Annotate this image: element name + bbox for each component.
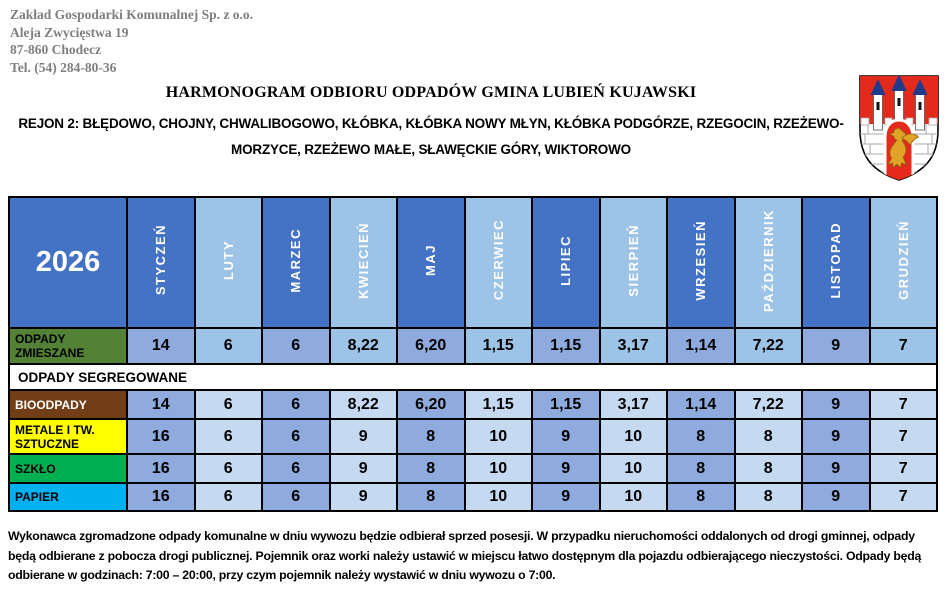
cell-papier-month-10: 8	[735, 483, 803, 511]
cell-papier-month-1: 16	[127, 483, 195, 511]
month-label: KWIECIEŃ	[355, 221, 371, 299]
cell-bioodpady-month-5: 6,20	[397, 390, 465, 419]
cell-bioodpady-month-2: 6	[195, 390, 263, 419]
month-label: STYCZEŃ	[153, 224, 169, 296]
months-header-row	[9, 197, 937, 328]
month-label: LUTY	[220, 240, 236, 280]
cell-szklo-month-1: 16	[127, 454, 195, 483]
cell-szklo-month-12: 7	[870, 454, 938, 483]
cell-bioodpady-month-3: 6	[262, 390, 330, 419]
cell-metale-i-tw-sztuczne-month-9: 8	[667, 419, 735, 454]
cell-metale-i-tw-sztuczne-month-10: 8	[735, 419, 803, 454]
company-name: Zakład Gospodarki Komunalnej Sp. z o.o.	[10, 7, 254, 22]
cell-papier-month-6: 10	[465, 483, 533, 511]
cell-bioodpady-month-8: 3,17	[600, 390, 668, 419]
month-label: PAŹDZIERNIK	[760, 208, 776, 312]
cell-metale-i-tw-sztuczne-month-1: 16	[127, 419, 195, 454]
cell-odpady-zmieszane-month-3: 6	[262, 328, 330, 364]
footer-note: Wykonawca zgromadzone odpady komunalne w dniu wywozu będzie odbierał sprzed posesji. W przypadku nieruchomości oddalonych od drogi gminnej, odpady będą odbierane z pobocza drogi publicznej. Pojemnik oraz worki należy ustawić w miejscu łatwo dostępnym dla pojazdu odbierającego nieczystości. Odpady będą odbierane w godzinach: 7:00 – 20:00, przy czym pojemnik należy wystawić w dniu wywozu o 7:00.	[8, 529, 922, 582]
row-label-papier: PAPIER	[9, 483, 127, 511]
cell-metale-i-tw-sztuczne-month-7: 9	[532, 419, 600, 454]
row-odpady-zmieszane	[9, 328, 937, 364]
month-label: LIPIEC	[558, 234, 574, 286]
cell-odpady-zmieszane-month-11: 9	[802, 328, 870, 364]
cell-metale-i-tw-sztuczne-month-5: 8	[397, 419, 465, 454]
month-header-1	[127, 197, 195, 328]
cell-metale-i-tw-sztuczne-month-6: 10	[465, 419, 533, 454]
month-label: MAJ	[423, 244, 439, 276]
cell-bioodpady-month-9: 1,14	[667, 390, 735, 419]
cell-odpady-zmieszane-month-4: 8,22	[330, 328, 398, 364]
cell-bioodpady-month-1: 14	[127, 390, 195, 419]
cell-bioodpady-month-10: 7,22	[735, 390, 803, 419]
cell-odpady-zmieszane-month-8: 3,17	[600, 328, 668, 364]
cell-papier-month-9: 8	[667, 483, 735, 511]
month-header-12	[870, 197, 938, 328]
cell-bioodpady-month-6: 1,15	[465, 390, 533, 419]
row-label-metale-i-tw-sztuczne: METALE I TW. SZTUCZNE	[9, 419, 127, 454]
month-header-3	[262, 197, 330, 328]
month-label: SIERPIEŃ	[625, 223, 641, 297]
cell-papier-month-4: 9	[330, 483, 398, 511]
schedule-body	[9, 328, 937, 511]
page-title: HARMONOGRAM ODBIORU ODPADÓW GMINA LUBIEŃ KUJAWSKI	[165, 84, 697, 101]
row-szklo	[9, 454, 937, 483]
cell-metale-i-tw-sztuczne-month-12: 7	[870, 419, 938, 454]
row-label-bioodpady: BIOODPADY	[9, 390, 127, 419]
cell-bioodpady-month-4: 8,22	[330, 390, 398, 419]
month-label: LISTOPAD	[828, 221, 844, 299]
cell-bioodpady-month-12: 7	[870, 390, 938, 419]
schedule-table	[8, 196, 938, 512]
cell-odpady-zmieszane-month-2: 6	[195, 328, 263, 364]
cell-szklo-month-9: 8	[667, 454, 735, 483]
row-label-szklo: SZKŁO	[9, 454, 127, 483]
company-city: 87-860 Chodecz	[10, 42, 102, 57]
cell-odpady-zmieszane-month-7: 1,15	[532, 328, 600, 364]
cell-papier-month-11: 9	[802, 483, 870, 511]
cell-metale-i-tw-sztuczne-month-4: 9	[330, 419, 398, 454]
cell-szklo-month-2: 6	[195, 454, 263, 483]
month-header-5	[397, 197, 465, 328]
month-header-10	[735, 197, 803, 328]
month-header-11	[802, 197, 870, 328]
cell-papier-month-12: 7	[870, 483, 938, 511]
cell-papier-month-5: 8	[397, 483, 465, 511]
row-bioodpady	[9, 390, 937, 419]
cell-odpady-zmieszane-month-12: 7	[870, 328, 938, 364]
cell-metale-i-tw-sztuczne-month-2: 6	[195, 419, 263, 454]
company-info	[10, 6, 253, 76]
cell-szklo-month-6: 10	[465, 454, 533, 483]
cell-metale-i-tw-sztuczne-month-8: 10	[600, 419, 668, 454]
month-label: MARZEC	[288, 227, 304, 293]
month-header-7	[532, 197, 600, 328]
month-header-2	[195, 197, 263, 328]
cell-szklo-month-11: 9	[802, 454, 870, 483]
section-label-odpady-segregowane: ODPADY SEGREGOWANE	[9, 364, 937, 390]
region-subtitle: REJON 2: BŁĘDOWO, CHOJNY, CHWALIBOGOWO, KŁÓBKA, KŁÓBKA NOWY MŁYN, KŁÓBKA PODGÓRZE, RZEGOCIN, RZEŻEWO-MORZYCE, RZEŻEWO MAŁE, SŁAWĘCKIE GÓRY, WIKTOROWO	[18, 116, 844, 157]
month-label: WRZESIEŃ	[693, 219, 709, 301]
row-odpady-segregowane	[9, 364, 937, 390]
coat-of-arms	[856, 72, 942, 184]
company-street: Aleja Zwycięstwa 19	[10, 24, 129, 40]
month-header-8	[600, 197, 668, 328]
cell-odpady-zmieszane-month-1: 14	[127, 328, 195, 364]
month-header-6	[465, 197, 533, 328]
cell-odpady-zmieszane-month-6: 1,15	[465, 328, 533, 364]
cell-odpady-zmieszane-month-9: 1,14	[667, 328, 735, 364]
cell-szklo-month-10: 8	[735, 454, 803, 483]
month-label: CZERWIEC	[490, 219, 506, 301]
cell-bioodpady-month-11: 9	[802, 390, 870, 419]
cell-papier-month-3: 6	[262, 483, 330, 511]
header-titles	[0, 84, 862, 163]
cell-papier-month-2: 6	[195, 483, 263, 511]
cell-metale-i-tw-sztuczne-month-3: 6	[262, 419, 330, 454]
month-label: GRUDZIEŃ	[895, 220, 911, 300]
cell-odpady-zmieszane-month-10: 7,22	[735, 328, 803, 364]
cell-szklo-month-7: 9	[532, 454, 600, 483]
month-header-9	[667, 197, 735, 328]
cell-metale-i-tw-sztuczne-month-11: 9	[802, 419, 870, 454]
row-papier	[9, 483, 937, 511]
cell-odpady-zmieszane-month-5: 6,20	[397, 328, 465, 364]
company-phone: Tel. (54) 284-80-36	[10, 59, 117, 75]
row-metale-i-tw-sztuczne	[9, 419, 937, 454]
cell-szklo-month-4: 9	[330, 454, 398, 483]
month-header-4	[330, 197, 398, 328]
cell-papier-month-7: 9	[532, 483, 600, 511]
cell-szklo-month-5: 8	[397, 454, 465, 483]
year-cell: 2026	[9, 197, 127, 328]
cell-szklo-month-8: 10	[600, 454, 668, 483]
cell-papier-month-8: 10	[600, 483, 668, 511]
cell-szklo-month-3: 6	[262, 454, 330, 483]
cell-bioodpady-month-7: 1,15	[532, 390, 600, 419]
row-label-odpady-zmieszane: ODPADY ZMIESZANE	[9, 328, 127, 364]
